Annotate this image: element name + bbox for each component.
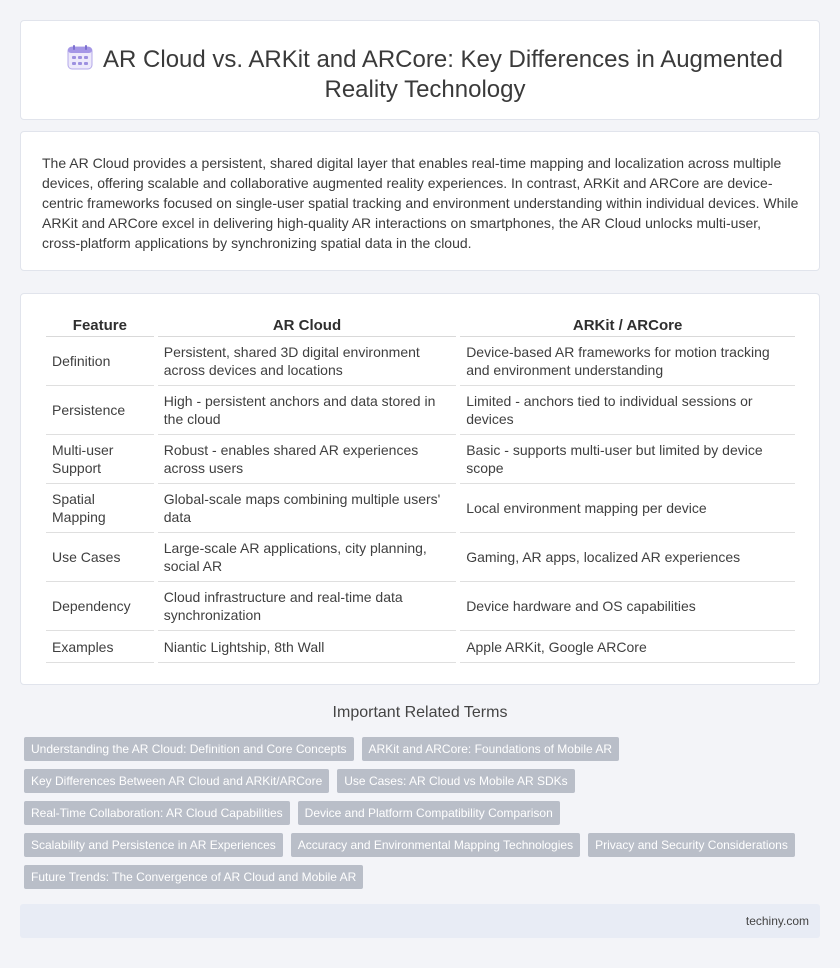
arkit-arcore-cell: Basic - supports multi-user but limited by device scope: [460, 435, 795, 484]
table-row: [46, 484, 795, 533]
header-ar-cloud: AR Cloud: [158, 314, 456, 337]
comparison-table: [42, 314, 799, 663]
arkit-arcore-cell: Gaming, AR apps, localized AR experiences: [460, 533, 795, 582]
ar-cloud-cell: Robust - enables shared AR experiences across users: [158, 435, 456, 484]
ar-cloud-cell: High - persistent anchors and data stored in the cloud: [158, 386, 456, 435]
table-row: [46, 582, 795, 631]
footer: [20, 904, 820, 938]
related-term-tag[interactable]: Key Differences Between AR Cloud and ARKit/ARCore: [24, 769, 329, 793]
intro-card: [20, 131, 820, 271]
table-row: [46, 386, 795, 435]
related-term-tag[interactable]: Scalability and Persistence in AR Experiences: [24, 833, 283, 857]
related-term-tag[interactable]: ARKit and ARCore: Foundations of Mobile AR: [362, 737, 619, 761]
title-card: [20, 20, 820, 120]
ar-cloud-cell: Persistent, shared 3D digital environment across devices and locations: [158, 337, 456, 386]
page-title: [61, 44, 789, 105]
feature-cell: Use Cases: [46, 533, 154, 582]
footer-site-link[interactable]: techiny.com: [745, 914, 809, 928]
table-row: [46, 435, 795, 484]
page-title-text: AR Cloud vs. ARKit and ARCore: Key Differences in Augmented Reality Technology: [103, 46, 783, 103]
intro-paragraph: The AR Cloud provides a persistent, shared digital layer that enables real-time mapping and localization across multiple devices, offering scalable and collaborative augmented reality experiences. In contrast, ARKit and ARCore are device-centric frameworks focused on single-user spatial tracking and environment understanding within individual devices. While ARKit and ARCore excel in delivering high-quality AR interactions on smartphones, the AR Cloud unlocks multi-user, cross-platform applications by synchronizing spatial data in the cloud.: [42, 155, 799, 251]
related-term-tag[interactable]: Understanding the AR Cloud: Definition and Core Concepts: [24, 737, 354, 761]
feature-cell: Definition: [46, 337, 154, 386]
header-arkit-arcore: ARKit / ARCore: [460, 314, 795, 337]
related-term-tag[interactable]: Accuracy and Environmental Mapping Technologies: [291, 833, 580, 857]
related-term-tag[interactable]: Real-Time Collaboration: AR Cloud Capabilities: [24, 801, 290, 825]
related-term-tag[interactable]: Device and Platform Compatibility Comparison: [298, 801, 560, 825]
feature-cell: Persistence: [46, 386, 154, 435]
header-feature: Feature: [46, 314, 154, 337]
related-terms-list: [24, 737, 814, 889]
comparison-card: [20, 293, 820, 685]
table-row: [46, 533, 795, 582]
feature-cell: Examples: [46, 631, 154, 663]
arkit-arcore-cell: Device hardware and OS capabilities: [460, 582, 795, 631]
ar-cloud-cell: Large-scale AR applications, city planning, social AR: [158, 533, 456, 582]
related-term-tag[interactable]: Future Trends: The Convergence of AR Cloud and Mobile AR: [24, 865, 363, 889]
ar-cloud-cell: Niantic Lightship, 8th Wall: [158, 631, 456, 663]
feature-cell: Spatial Mapping: [46, 484, 154, 533]
arkit-arcore-cell: Limited - anchors tied to individual sessions or devices: [460, 386, 795, 435]
calendar-grid-icon: [67, 44, 93, 70]
feature-cell: Multi-user Support: [46, 435, 154, 484]
arkit-arcore-cell: Device-based AR frameworks for motion tracking and environment understanding: [460, 337, 795, 386]
table-header-row: [46, 314, 795, 337]
table-row: [46, 631, 795, 663]
arkit-arcore-cell: Apple ARKit, Google ARCore: [460, 631, 795, 663]
related-term-tag[interactable]: Use Cases: AR Cloud vs Mobile AR SDKs: [337, 769, 574, 793]
ar-cloud-cell: Cloud infrastructure and real-time data synchronization: [158, 582, 456, 631]
arkit-arcore-cell: Local environment mapping per device: [460, 484, 795, 533]
table-row: [46, 337, 795, 386]
related-terms-heading: Important Related Terms: [332, 704, 508, 721]
feature-cell: Dependency: [46, 582, 154, 631]
ar-cloud-cell: Global-scale maps combining multiple users' data: [158, 484, 456, 533]
related-term-tag[interactable]: Privacy and Security Considerations: [588, 833, 795, 857]
